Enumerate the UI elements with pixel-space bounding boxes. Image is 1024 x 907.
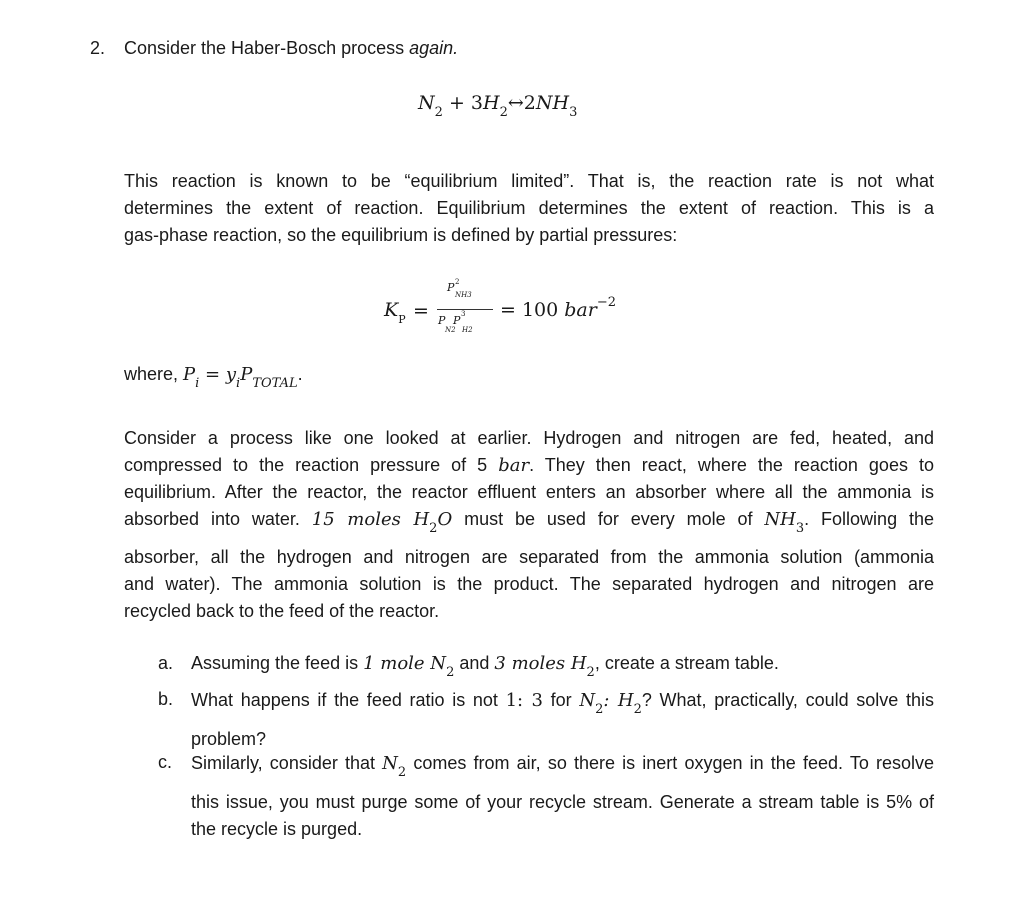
kp-value-unit: bar (564, 299, 597, 321)
item-c-math (382, 753, 407, 780)
where-line (124, 364, 303, 391)
paragraph2-line (124, 452, 934, 479)
fraction-numerator-p: P (447, 281, 455, 294)
paragraph2-line (124, 506, 934, 535)
item-a-h2-amount: 3 moles H (494, 653, 587, 674)
paragraph2-text: absorbed into water. (124, 509, 312, 529)
kp-value (500, 295, 617, 321)
where-p: P (183, 364, 196, 385)
item-a-n2-sub: 2 (446, 665, 455, 680)
water-o: O (437, 509, 453, 530)
kp-symbol (384, 299, 406, 326)
item-b-math (579, 690, 642, 717)
where-y-sub: i (236, 376, 241, 391)
kp-k: K (384, 299, 399, 321)
where-math (183, 364, 298, 391)
item-a-math1 (363, 653, 455, 680)
paragraph2-math-water (311, 509, 453, 536)
water-amount: 15 moles H (311, 509, 430, 530)
item-b-n-sub: 2 (595, 702, 604, 717)
paragraph2-line: equilibrium. After the reactor, the reactor effluent enters an absorber where all the ammonia is (124, 482, 934, 502)
item-b-letter: b. (158, 689, 174, 709)
item-b-line: problem? (191, 729, 267, 749)
item-a-math2 (494, 653, 595, 680)
fraction-numerator-sub: NH3 (455, 291, 472, 299)
paragraph1-line: determines the extent of reaction. Equilibrium determines the extent of reaction. This is a (124, 198, 934, 218)
where-p-sub: i (195, 376, 200, 391)
fraction-denominator-sub2: H2 (462, 326, 473, 334)
item-a-letter: a. (158, 653, 174, 673)
item-c-part: Similarly, consider that (191, 753, 383, 773)
paragraph-process-description (124, 425, 934, 625)
item-a-part: and (454, 653, 495, 673)
paragraph1-line: gas-phase reaction, so the equilibrium is defined by partial pressures: (124, 225, 678, 245)
ammonia-sub: 3 (795, 521, 805, 536)
reaction-nh: NH (535, 92, 570, 114)
paragraph2-math-ammonia (764, 509, 805, 536)
kp-equals: = (413, 300, 429, 322)
problem-title-emphasis: again. (409, 38, 459, 58)
paragraph2-line: Consider a process like one looked at earlier. Hydrogen and nitrogen are fed, heated, and (124, 428, 934, 448)
fraction-denominator-sub1: N2 (445, 326, 456, 334)
fraction-denominator-p2: P (453, 314, 461, 327)
where-period: . (297, 364, 303, 384)
paragraph-equilibrium-intro (124, 168, 934, 249)
paragraph2-text: must be used for every mole of (452, 509, 765, 529)
reaction-arrow: ↔2 (507, 92, 536, 114)
reaction-h-sub: 2 (499, 105, 508, 120)
reaction-h: H (483, 92, 500, 114)
item-c-line: this issue, you must purge some of your recycle stream. Generate a stream table is 5% of (191, 792, 934, 812)
paragraph1-line: This reaction is known to be “equilibrium limited”. That is, the reaction rate is not what (124, 171, 934, 191)
item-a-n2-amount: 1 mole N (363, 653, 447, 674)
item-a-h2-sub: 2 (586, 665, 595, 680)
where-label: where, (124, 364, 184, 384)
item-c-letter: c. (158, 752, 173, 772)
water-h-sub: 2 (429, 521, 438, 536)
reaction-nh-sub: 3 (569, 105, 578, 120)
kp-fraction (437, 278, 493, 342)
paragraph2-text: compressed to the reaction pressure of 5 (124, 455, 499, 475)
item-c-text (191, 752, 934, 840)
problem-title (124, 38, 458, 59)
item-c-n: N (382, 753, 398, 774)
item-b-n: N (579, 690, 596, 711)
reaction-plus: + 3 (442, 92, 483, 114)
item-c-n-sub: 2 (397, 765, 407, 780)
paragraph2-text: . Following the (804, 509, 934, 529)
where-equals: = (199, 364, 226, 385)
paragraph2-line: absorber, all the hydrogen and nitrogen are separated from the ammonia solution (ammonia (124, 547, 934, 567)
reaction-n-sub: 2 (434, 105, 443, 120)
item-b-text (191, 689, 934, 750)
item-b-part: ? What, practically, could solve this (641, 690, 935, 710)
kp-value-number: = 100 (500, 299, 565, 321)
item-b-part: What happens if the feed ratio is not (191, 690, 506, 710)
item-b-h: : H (603, 690, 634, 711)
kp-value-exponent: −2 (596, 295, 617, 310)
kp-sub: P (398, 313, 406, 326)
fraction-denominator-sup2: 3 (461, 310, 466, 318)
item-c-line (191, 752, 934, 780)
paragraph2-line: and water). The ammonia solution is the product. The separated hydrogen and nitrogen are (124, 574, 934, 594)
paragraph2-line: recycled back to the feed of the reactor. (124, 601, 440, 621)
fraction-numerator-sup: 2 (455, 278, 460, 286)
item-b-part: for (542, 690, 580, 710)
item-c-line: the recycle is purged. (191, 819, 363, 839)
where-ptotal: P (240, 364, 253, 385)
item-a-part: , create a stream table. (594, 653, 779, 673)
item-c-part: comes from air, so there is inert oxygen in the feed. To resolve (406, 753, 934, 773)
where-ptotal-sub: TOTAL (252, 376, 298, 391)
problem-number: 2. (90, 38, 106, 58)
ammonia-nh: NH (764, 509, 796, 530)
fraction-denominator-p1: P (438, 314, 446, 327)
item-a-part: Assuming the feed is (191, 653, 364, 673)
item-b-h-sub: 2 (633, 702, 642, 717)
paragraph2-text: . They then react, where the reaction goes to (529, 455, 934, 475)
reaction-equation (418, 92, 578, 120)
reaction-n: N (418, 92, 435, 114)
where-y: y (225, 364, 237, 385)
item-b-ratio: 1: 3 (505, 690, 543, 711)
item-a-text (191, 653, 934, 680)
paragraph2-unit-bar: bar (498, 455, 530, 476)
item-b-line (191, 689, 935, 717)
problem-title-text: Consider the Haber-Bosch process (124, 38, 410, 58)
